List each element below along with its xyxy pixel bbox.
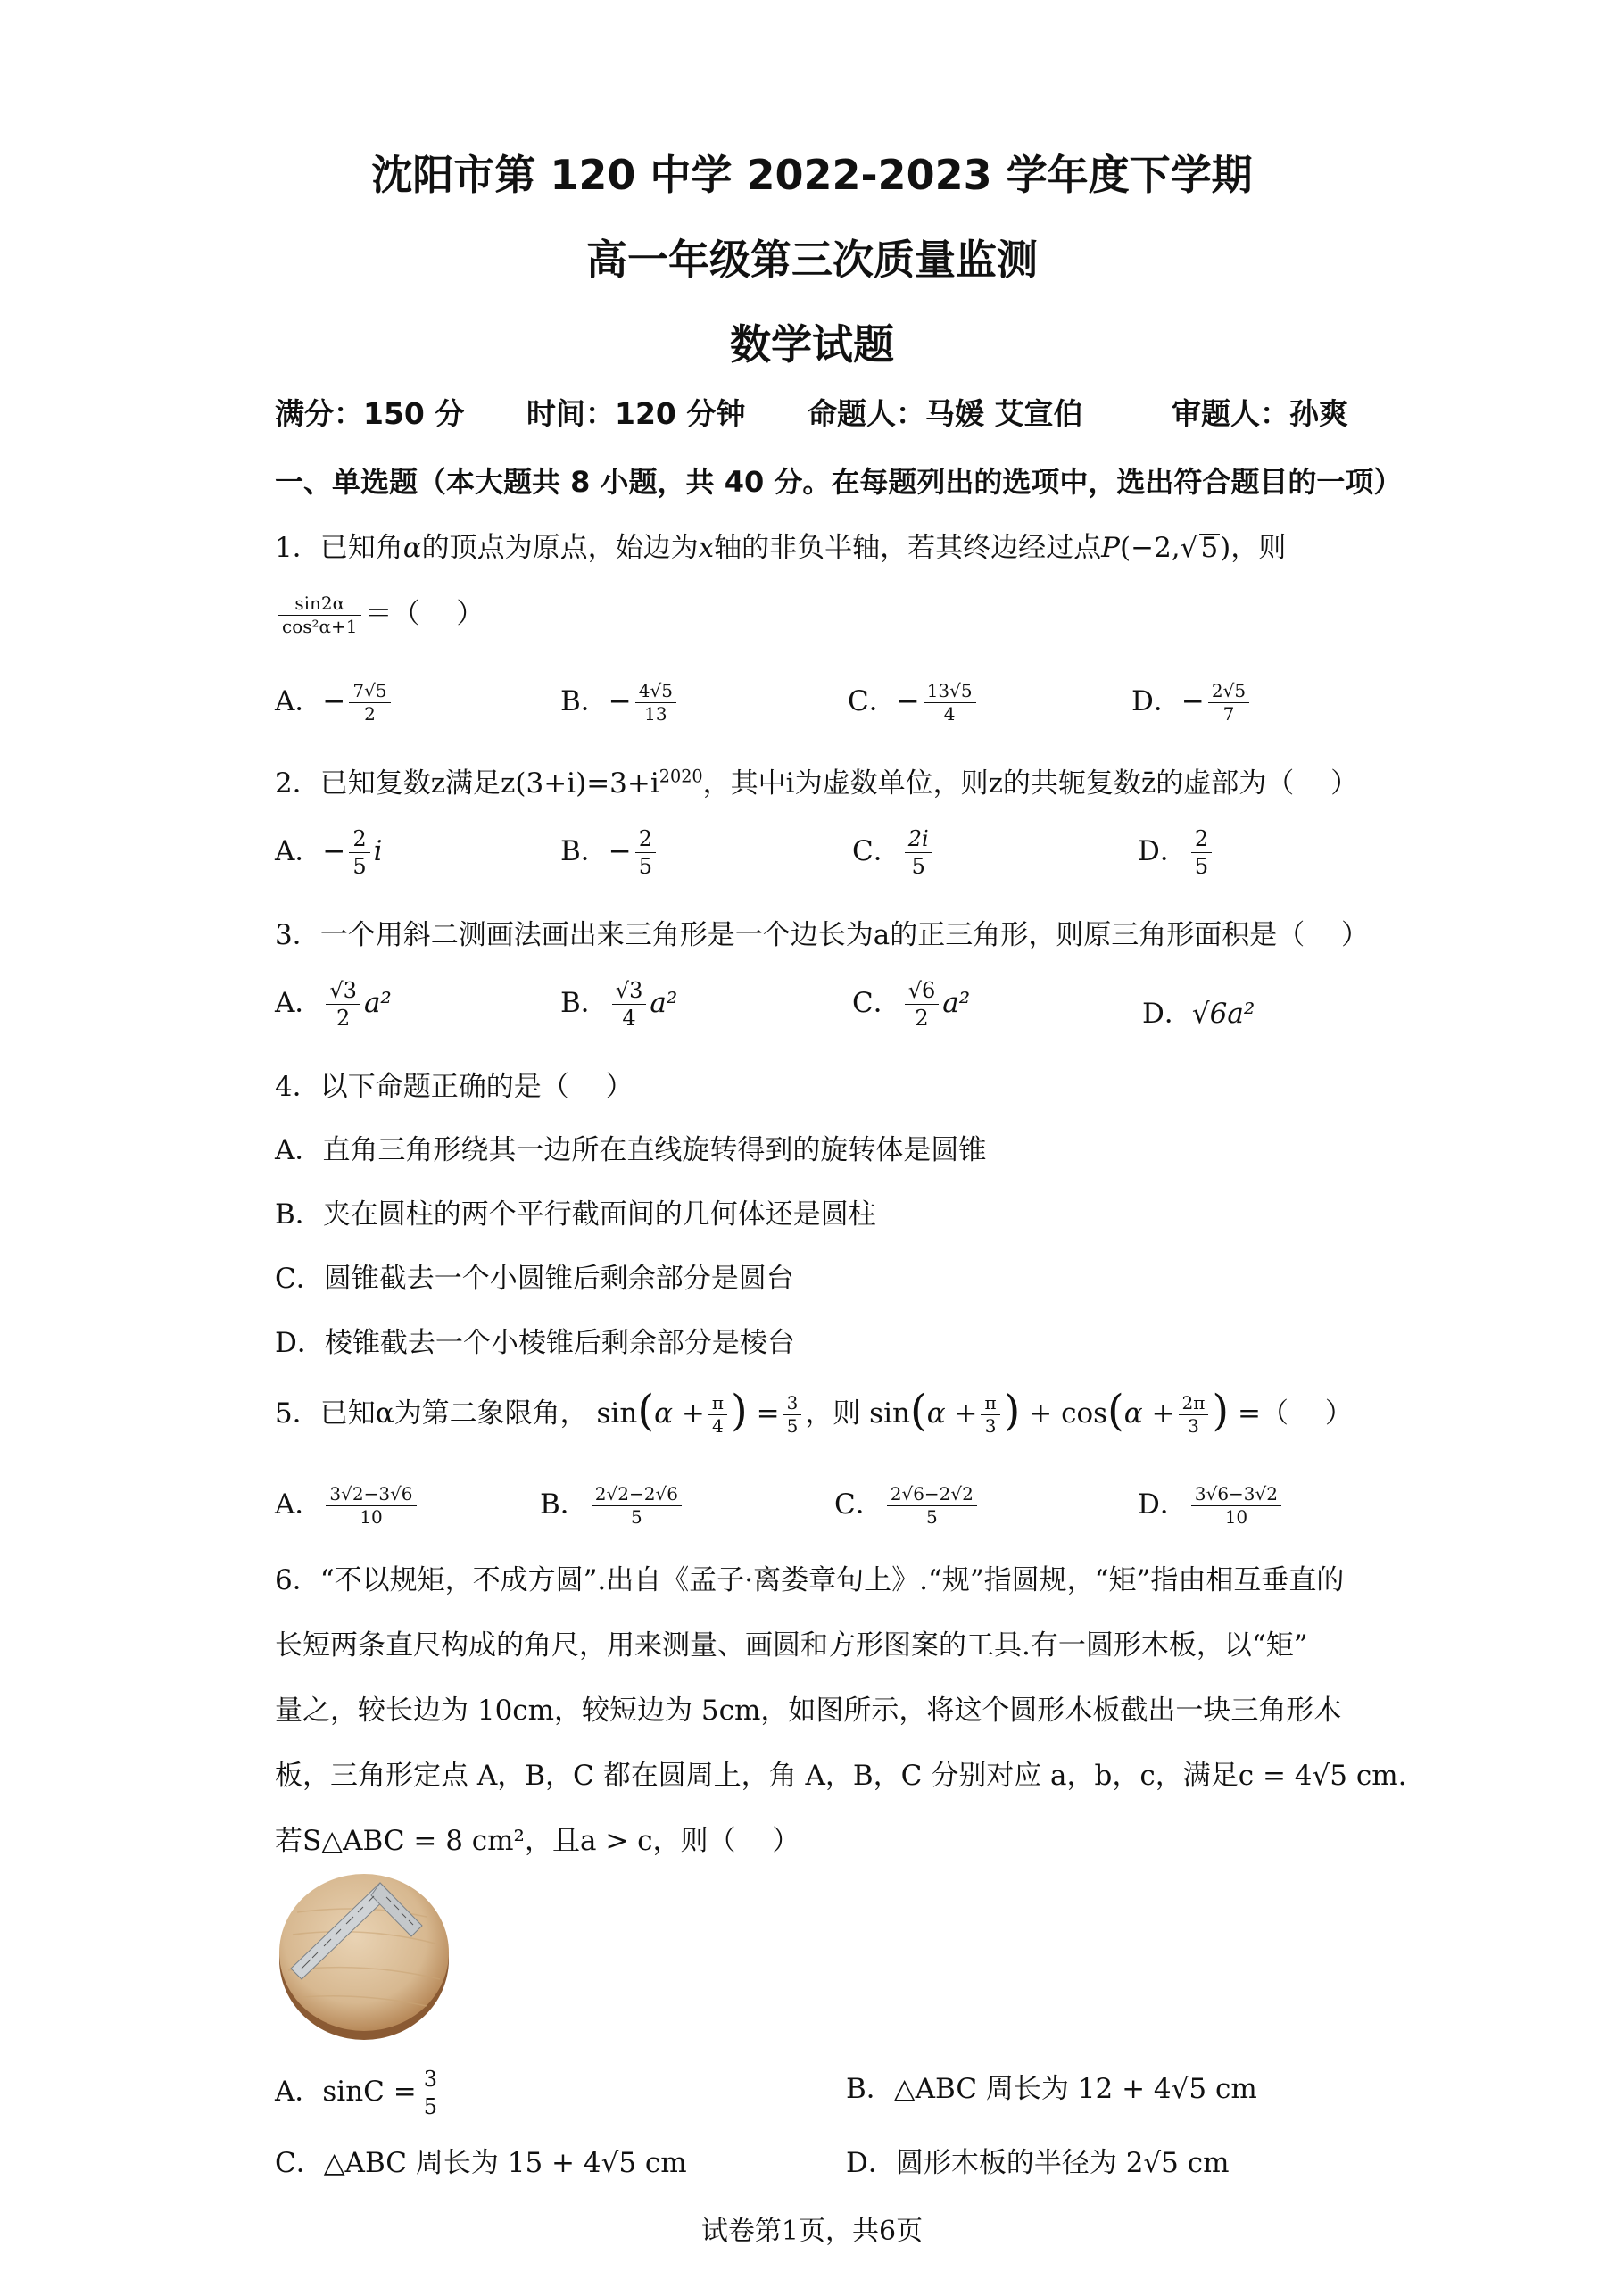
q1-option-d: D．− $\frac{2√5}{7}$ bbox=[1131, 678, 1253, 725]
board-top bbox=[279, 1874, 449, 2031]
q4-option-d: D．棱锥截去一个小棱锥后剩余部分是棱台 bbox=[275, 1327, 795, 1359]
question-2-stem: 2．已知复数z满足$z(3+i)=3+i^{2020}$，其中i为虚数单位，则z的共轭复数z̄的虚部为（ ） bbox=[275, 766, 1359, 800]
exam-reviewer: 审题人：孙爽 bbox=[1172, 396, 1348, 431]
exam-grade-title: 高一年级第三次质量监测 bbox=[586, 236, 1038, 284]
question-6-line-1: 6．“不以规矩，不成方圆”.出自《孟子·离娄章句上》.“规”指圆规，“矩”指由相互垂直的 bbox=[275, 1564, 1345, 1596]
q1-option-c: C．− $\frac{13√5}{4}$ bbox=[848, 678, 980, 725]
exam-school-title: 沈阳市第 120 中学 2022-2023 学年度下学期 bbox=[371, 151, 1253, 199]
q1-fraction: $\frac{\sin 2\alpha}{\text{cos²α+1}}$ bbox=[278, 593, 361, 638]
q5-option-a: A． $\frac{3√2-3√6}{10}$ bbox=[275, 1481, 420, 1529]
q3-option-b: B． $\frac{√3}{4}$ a² bbox=[560, 978, 678, 1031]
exam-time: 时间：120 分钟 bbox=[526, 396, 746, 431]
q5-option-b: B． $\frac{2√2-2√6}{5}$ bbox=[540, 1481, 685, 1529]
q6-option-c: C．△ABC 周长为 15 + 4√5 cm bbox=[275, 2147, 687, 2179]
question-1-expression: $\frac{\sin 2\alpha}{\text{cos²α+1}}$ ＝（ ） bbox=[275, 591, 484, 638]
full-score: 满分：150 分 bbox=[275, 396, 465, 431]
q3-option-c: C． $\frac{√6}{2}$ a² bbox=[852, 978, 971, 1031]
q3-option-a: A． $\frac{√3}{2}$ a² bbox=[275, 978, 392, 1031]
exam-subject-title: 数学试题 bbox=[730, 320, 894, 369]
exam-author: 命题人：马媛 艾宣伯 bbox=[808, 396, 1083, 431]
question-1-stem: 1．已知角α的顶点为原点，始边为x轴的非负半轴，若其终边经过点P(−2,√5)，则 bbox=[275, 532, 1287, 564]
question-6-line-4: 板，三角形定点 A，B，C 都在圆周上，角 A，B，C 分别对应 a，b，c，满足c = 4√5 cm. bbox=[275, 1760, 1407, 1792]
q6-option-d: D．圆形木板的半径为 2√5 cm bbox=[846, 2147, 1230, 2179]
question-6-line-3: 量之，较长边为 10cm，较短边为 5cm，如图所示，将这个圆形木板截出一块三角形木 bbox=[275, 1695, 1342, 1727]
wooden-board-figure bbox=[275, 1863, 453, 2042]
q5-option-c: C． $\frac{2√6-2√2}{5}$ bbox=[834, 1481, 981, 1529]
question-6-line-2: 长短两条直尺构成的角尺，用来测量、画圆和方形图案的工具.有一圆形木板，以“矩” bbox=[275, 1629, 1308, 1662]
q6-option-a: A．sinC = $\frac{3}{5}$ bbox=[275, 2066, 444, 2120]
question-4-stem: 4．以下命题正确的是（ ） bbox=[275, 1071, 634, 1103]
q2-option-c: C． $\frac{2i}{5}$ bbox=[852, 825, 936, 880]
q2-option-a: A．− $\frac{2}{5}$ i bbox=[275, 826, 383, 879]
q2-option-b: B．− $\frac{2}{5}$ bbox=[560, 825, 659, 880]
question-6-line-5: 若S△ABC = 8 cm²，且a > c，则（ ） bbox=[275, 1825, 800, 1857]
question-5-stem: 5．已知α为第二象限角， sin(α + $\frac{\pi}{4}$ ) = $\frac{3}{5}$ ，则 sin(α + $\frac{\pi}{3}$ ) + cos(α + $\frac{2\pi}{3}$ ) =（ ） bbox=[275, 1386, 1353, 1437]
question-3-stem: 3．一个用斜二测画法画出来三角形是一个边长为a的正三角形，则原三角形面积是（ ） bbox=[275, 919, 1370, 951]
q1-option-b: B．− $\frac{4√5}{13}$ bbox=[560, 678, 680, 725]
q2-option-d: D． $\frac{2}{5}$ bbox=[1138, 825, 1215, 880]
q1-option-a: A．− $\frac{7√5}{2}$ bbox=[275, 678, 394, 725]
section-heading: 一、单选题（本大题共 8 小题，共 40 分。在每题列出的选项中，选出符合题目的一项） bbox=[275, 465, 1403, 499]
q5-option-d: D． $\frac{3√6-3√2}{10}$ bbox=[1138, 1481, 1285, 1529]
q4-option-c: C．圆锥截去一个小圆锥后剩余部分是圆台 bbox=[275, 1263, 794, 1295]
page-footer: 试卷第1页，共6页 bbox=[700, 2216, 924, 2247]
q6-option-b: B．△ABC 周长为 12 + 4√5 cm bbox=[846, 2073, 1257, 2105]
q4-option-b: B．夹在圆柱的两个平行截面间的几何体还是圆柱 bbox=[275, 1198, 876, 1231]
q3-option-d: D．√6a² bbox=[1142, 998, 1255, 1030]
q4-option-a: A．直角三角形绕其一边所在直线旋转得到的旋转体是圆锥 bbox=[275, 1134, 987, 1166]
